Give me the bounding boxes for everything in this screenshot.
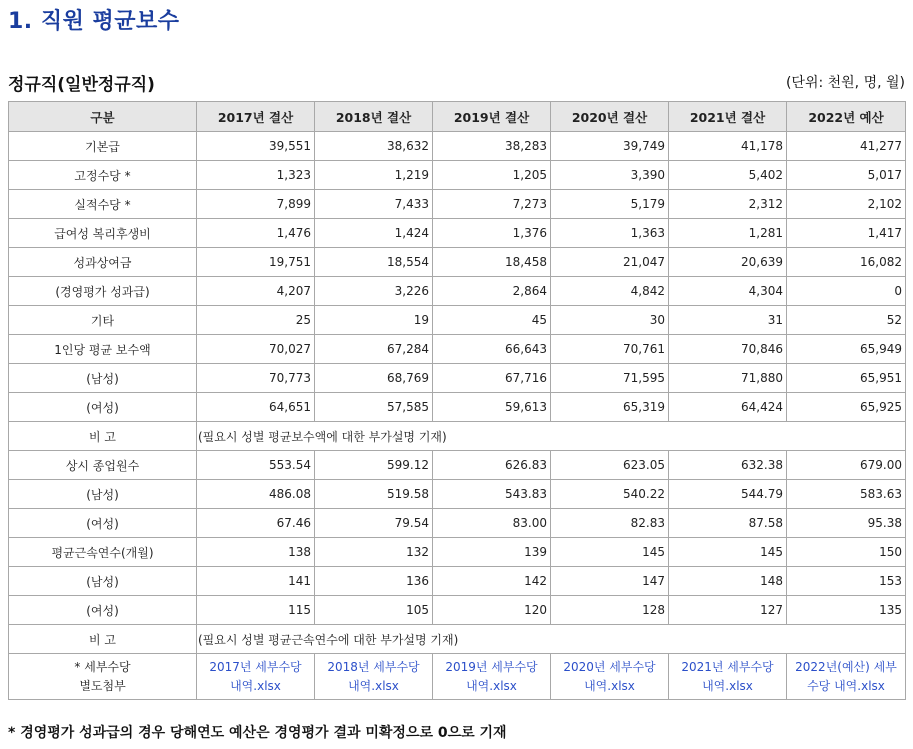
data-cell: 4,207: [197, 277, 315, 306]
table-header-row: [9, 102, 906, 132]
data-cell: 7,899: [197, 190, 315, 219]
data-cell: 19,751: [197, 248, 315, 277]
data-cell: 5,179: [551, 190, 669, 219]
attachment-row: [9, 654, 906, 700]
data-cell: 3,226: [315, 277, 433, 306]
table-row: [9, 161, 906, 190]
data-cell: 486.08: [197, 480, 315, 509]
attachment-link[interactable]: [551, 654, 669, 700]
data-cell: 2,864: [433, 277, 551, 306]
salary-table: [8, 101, 906, 700]
data-cell: 64,651: [197, 393, 315, 422]
data-cell: 5,402: [669, 161, 787, 190]
table-row: [9, 219, 906, 248]
table-row: [9, 190, 906, 219]
data-cell: 150: [787, 538, 906, 567]
data-cell: 39,551: [197, 132, 315, 161]
data-cell: 540.22: [551, 480, 669, 509]
note-text: (필요시 성별 평균보수액에 대한 부가설명 기재): [197, 422, 906, 451]
row-label: (남성): [9, 364, 197, 393]
data-cell: 135: [787, 596, 906, 625]
row-label: 기본급: [9, 132, 197, 161]
data-cell: 65,319: [551, 393, 669, 422]
row-label: 고정수당 *: [9, 161, 197, 190]
data-cell: 57,585: [315, 393, 433, 422]
data-cell: 59,613: [433, 393, 551, 422]
data-cell: 65,951: [787, 364, 906, 393]
footnote: * 경영평가 성과급의 경우 당해연도 예산은 경영평가 결과 미확정으로 0으로 기재: [8, 725, 507, 741]
section-title: 정규직(일반정규직): [8, 75, 155, 95]
data-cell: 1,476: [197, 219, 315, 248]
data-cell: 1,281: [669, 219, 787, 248]
data-cell: 1,205: [433, 161, 551, 190]
data-cell: 31: [669, 306, 787, 335]
attachment-link[interactable]: [669, 654, 787, 700]
data-cell: 4,304: [669, 277, 787, 306]
row-label: (여성): [9, 596, 197, 625]
data-cell: 41,277: [787, 132, 906, 161]
row-label: 성과상여금: [9, 248, 197, 277]
row-label: 평균근속연수(개월): [9, 538, 197, 567]
column-header: 2019년 결산: [433, 102, 551, 132]
data-cell: 66,643: [433, 335, 551, 364]
attachment-label-line1: * 세부수당: [74, 659, 131, 674]
attachment-link-line1[interactable]: 2021년 세부수당: [681, 659, 774, 674]
data-cell: 519.58: [315, 480, 433, 509]
data-cell: 1,363: [551, 219, 669, 248]
attachment-link[interactable]: [433, 654, 551, 700]
data-cell: 41,178: [669, 132, 787, 161]
row-label: 상시 종업원수: [9, 451, 197, 480]
column-header: 2021년 결산: [669, 102, 787, 132]
column-header: 구분: [9, 102, 197, 132]
data-cell: 38,632: [315, 132, 433, 161]
data-cell: 147: [551, 567, 669, 596]
attachment-link[interactable]: [197, 654, 315, 700]
data-cell: 21,047: [551, 248, 669, 277]
table-row: [9, 596, 906, 625]
data-cell: 64,424: [669, 393, 787, 422]
attachment-link-line2[interactable]: 내역.xlsx: [466, 678, 517, 693]
data-cell: 70,846: [669, 335, 787, 364]
data-cell: 127: [669, 596, 787, 625]
data-cell: 71,595: [551, 364, 669, 393]
data-cell: 7,273: [433, 190, 551, 219]
data-cell: 136: [315, 567, 433, 596]
row-label: (남성): [9, 567, 197, 596]
data-cell: 1,323: [197, 161, 315, 190]
data-cell: 128: [551, 596, 669, 625]
row-label: (경영평가 성과급): [9, 277, 197, 306]
data-cell: 544.79: [669, 480, 787, 509]
data-cell: 19: [315, 306, 433, 335]
data-cell: 138: [197, 538, 315, 567]
data-cell: 2,312: [669, 190, 787, 219]
data-cell: 120: [433, 596, 551, 625]
data-cell: 105: [315, 596, 433, 625]
table-body: [9, 132, 906, 700]
attachment-label: [9, 654, 197, 700]
row-label: 1인당 평균 보수액: [9, 335, 197, 364]
table-row: [9, 480, 906, 509]
data-cell: 82.83: [551, 509, 669, 538]
table-row: [9, 132, 906, 161]
attachment-label-line2: 별도첨부: [79, 678, 126, 693]
note-label: 비 고: [9, 625, 197, 654]
attachment-link[interactable]: [315, 654, 433, 700]
data-cell: 1,424: [315, 219, 433, 248]
data-cell: 45: [433, 306, 551, 335]
data-cell: 52: [787, 306, 906, 335]
data-cell: 87.58: [669, 509, 787, 538]
attachment-link-line2[interactable]: 내역.xlsx: [702, 678, 753, 693]
data-cell: 4,842: [551, 277, 669, 306]
column-header: 2018년 결산: [315, 102, 433, 132]
attachment-link-line1[interactable]: 2020년 세부수당: [563, 659, 656, 674]
data-cell: 65,949: [787, 335, 906, 364]
table-row: [9, 538, 906, 567]
data-cell: 139: [433, 538, 551, 567]
data-cell: 2,102: [787, 190, 906, 219]
data-cell: 20,639: [669, 248, 787, 277]
note-label: 비 고: [9, 422, 197, 451]
data-cell: 153: [787, 567, 906, 596]
data-cell: 583.63: [787, 480, 906, 509]
attachment-link-line2[interactable]: 내역.xlsx: [348, 678, 399, 693]
attachment-link-line2[interactable]: 수당 내역.xlsx: [807, 678, 885, 693]
data-cell: 16,082: [787, 248, 906, 277]
row-label: 급여성 복리후생비: [9, 219, 197, 248]
data-cell: 145: [669, 538, 787, 567]
table-row: [9, 451, 906, 480]
data-cell: 142: [433, 567, 551, 596]
data-cell: 18,458: [433, 248, 551, 277]
data-cell: 626.83: [433, 451, 551, 480]
row-label: (여성): [9, 509, 197, 538]
note-row: [9, 422, 906, 451]
data-cell: 67.46: [197, 509, 315, 538]
data-cell: 553.54: [197, 451, 315, 480]
row-label: (여성): [9, 393, 197, 422]
table-row: [9, 277, 906, 306]
data-cell: 25: [197, 306, 315, 335]
row-label: 실적수당 *: [9, 190, 197, 219]
attachment-link-line1[interactable]: 2017년 세부수당: [209, 659, 302, 674]
page-title: 1. 직원 평균보수: [8, 9, 180, 34]
column-header: 2020년 결산: [551, 102, 669, 132]
data-cell: 95.38: [787, 509, 906, 538]
data-cell: 1,219: [315, 161, 433, 190]
data-cell: 632.38: [669, 451, 787, 480]
data-cell: 623.05: [551, 451, 669, 480]
table-row: [9, 509, 906, 538]
data-cell: 3,390: [551, 161, 669, 190]
data-cell: 71,880: [669, 364, 787, 393]
data-cell: 679.00: [787, 451, 906, 480]
column-header: 2022년 예산: [787, 102, 906, 132]
data-cell: 79.54: [315, 509, 433, 538]
data-cell: 148: [669, 567, 787, 596]
data-cell: 141: [197, 567, 315, 596]
data-cell: 1,417: [787, 219, 906, 248]
attachment-link[interactable]: [787, 654, 906, 700]
note-text: (필요시 성별 평균근속연수에 대한 부가설명 기재): [197, 625, 906, 654]
data-cell: 39,749: [551, 132, 669, 161]
attachment-link-line2[interactable]: 내역.xlsx: [584, 678, 635, 693]
table-row: [9, 248, 906, 277]
section-header: [8, 70, 905, 94]
data-cell: 5,017: [787, 161, 906, 190]
data-cell: 145: [551, 538, 669, 567]
data-cell: 18,554: [315, 248, 433, 277]
column-header: 2017년 결산: [197, 102, 315, 132]
note-row: [9, 625, 906, 654]
data-cell: 38,283: [433, 132, 551, 161]
row-label: 기타: [9, 306, 197, 335]
data-cell: 543.83: [433, 480, 551, 509]
data-cell: 115: [197, 596, 315, 625]
data-cell: 70,761: [551, 335, 669, 364]
row-label: (남성): [9, 480, 197, 509]
attachment-link-line2[interactable]: 내역.xlsx: [230, 678, 281, 693]
data-cell: 0: [787, 277, 906, 306]
data-cell: 68,769: [315, 364, 433, 393]
attachment-link-line1[interactable]: 2018년 세부수당: [327, 659, 420, 674]
table-row: [9, 335, 906, 364]
table-row: [9, 364, 906, 393]
data-cell: 599.12: [315, 451, 433, 480]
data-cell: 83.00: [433, 509, 551, 538]
data-cell: 7,433: [315, 190, 433, 219]
table-row: [9, 306, 906, 335]
table-row: [9, 393, 906, 422]
table-row: [9, 567, 906, 596]
data-cell: 65,925: [787, 393, 906, 422]
data-cell: 30: [551, 306, 669, 335]
data-cell: 132: [315, 538, 433, 567]
unit-label: (단위: 천원, 명, 월): [785, 75, 905, 91]
data-cell: 70,773: [197, 364, 315, 393]
attachment-link-line1[interactable]: 2022년(예산) 세부: [795, 659, 897, 674]
data-cell: 1,376: [433, 219, 551, 248]
data-cell: 67,284: [315, 335, 433, 364]
data-cell: 70,027: [197, 335, 315, 364]
data-cell: 67,716: [433, 364, 551, 393]
attachment-link-line1[interactable]: 2019년 세부수당: [445, 659, 538, 674]
